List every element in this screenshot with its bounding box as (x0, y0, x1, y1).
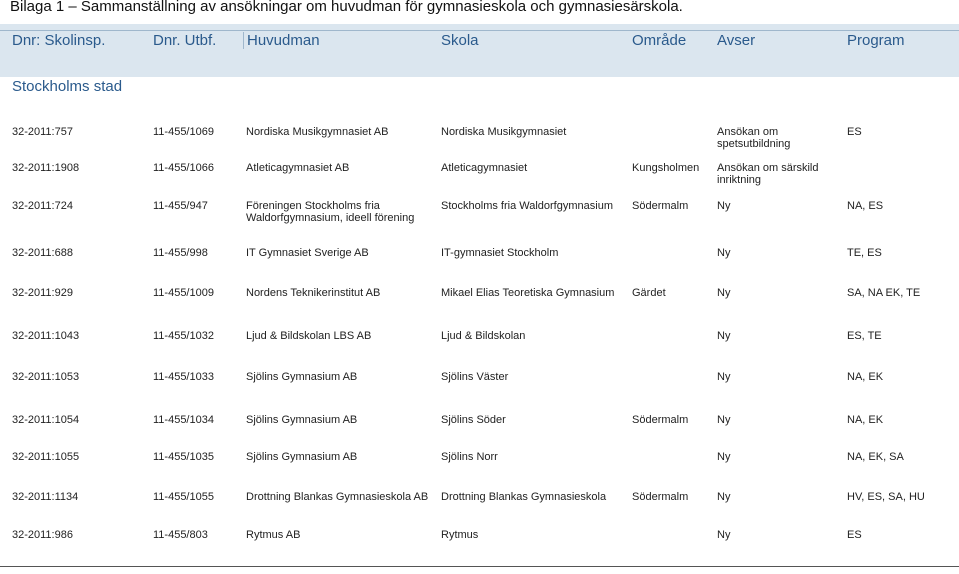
cell-dnr-utbf: 11-455/1035 (153, 451, 214, 463)
cell-program: HV, ES, SA, HU (847, 491, 925, 503)
cell-huvudman: Waldorfgymnasium, ideell förening (246, 212, 415, 224)
cell-skola: Atleticagymnasiet (441, 162, 528, 174)
cell-program: SA, NA EK, TE (847, 287, 921, 299)
cell-program: NA, EK, SA (847, 451, 904, 463)
cell-program: NA, EK (847, 414, 884, 426)
cell-skola: IT-gymnasiet Stockholm (441, 247, 559, 259)
cell-huvudman: Föreningen Stockholms fria (246, 200, 380, 212)
cell-dnr-utbf: 11-455/1032 (153, 330, 214, 342)
section-label: Stockholms stad (12, 78, 123, 95)
header-top-rule (0, 30, 959, 31)
cell-avser: Ansökan om (717, 126, 779, 138)
table-bottom-rule (0, 566, 959, 567)
cell-huvudman: Sjölins Gymnasium AB (246, 451, 358, 463)
cell-dnr-utbf: 11-455/1034 (153, 414, 214, 426)
cell-omrade: Gärdet (632, 287, 666, 299)
cell-program: ES (847, 126, 862, 138)
cell-avser: Ny (717, 371, 731, 383)
header-huvudman: Huvudman (243, 32, 320, 49)
cell-avser: Ansökan om särskild (717, 162, 819, 174)
cell-dnr-skolinsp: 32-2011:688 (12, 247, 73, 259)
cell-omrade: Kungsholmen (632, 162, 700, 174)
cell-dnr-skolinsp: 32-2011:986 (12, 529, 73, 541)
header-skola: Skola (441, 32, 479, 49)
cell-huvudman: Rytmus AB (246, 529, 301, 541)
cell-avser: Ny (717, 200, 731, 212)
cell-huvudman: Ljud & Bildskolan LBS AB (246, 330, 372, 342)
cell-program: NA, EK (847, 371, 884, 383)
cell-dnr-skolinsp: 32-2011:1053 (12, 371, 80, 383)
cell-huvudman: Sjölins Gymnasium AB (246, 414, 358, 426)
cell-dnr-utbf: 11-455/998 (153, 247, 208, 259)
cell-avser: inriktning (717, 174, 762, 186)
cell-huvudman: IT Gymnasiet Sverige AB (246, 247, 369, 259)
table-header-bar (0, 24, 959, 77)
cell-dnr-skolinsp: 32-2011:1055 (12, 451, 80, 463)
cell-dnr-skolinsp: 32-2011:757 (12, 126, 73, 138)
cell-huvudman: Atleticagymnasiet AB (246, 162, 350, 174)
cell-huvudman: Drottning Blankas Gymnasieskola AB (246, 491, 429, 503)
cell-dnr-skolinsp: 32-2011:1043 (12, 330, 80, 342)
cell-huvudman: Nordiska Musikgymnasiet AB (246, 126, 389, 138)
cell-avser: Ny (717, 247, 731, 259)
cell-avser: Ny (717, 491, 731, 503)
cell-avser: spetsutbildning (717, 138, 791, 150)
document-title: Bilaga 1 – Sammanställning av ansökningar om huvudman för gymnasieskola och gymnasiesärskola. (10, 0, 683, 15)
cell-avser: Ny (717, 529, 731, 541)
cell-program: ES, TE (847, 330, 882, 342)
cell-avser: Ny (717, 287, 731, 299)
cell-skola: Nordiska Musikgymnasiet (441, 126, 567, 138)
cell-avser: Ny (717, 451, 731, 463)
cell-dnr-utbf: 11-455/1055 (153, 491, 214, 503)
cell-omrade: Södermalm (632, 491, 689, 503)
cell-avser: Ny (717, 330, 731, 342)
cell-dnr-utbf: 11-455/803 (153, 529, 208, 541)
cell-omrade: Södermalm (632, 200, 689, 212)
cell-dnr-skolinsp: 32-2011:929 (12, 287, 73, 299)
cell-dnr-utbf: 11-455/947 (153, 200, 208, 212)
cell-dnr-utbf: 11-455/1069 (153, 126, 214, 138)
cell-skola: Drottning Blankas Gymnasieskola (441, 491, 607, 503)
header-dnr-skolinsp: Dnr: Skolinsp. (12, 32, 106, 49)
header-dnr-utbf: Dnr. Utbf. (153, 32, 217, 49)
cell-skola: Stockholms fria Waldorfgymnasium (441, 200, 613, 212)
cell-skola: Sjölins Söder (441, 414, 506, 426)
cell-omrade: Södermalm (632, 414, 689, 426)
cell-avser: Ny (717, 414, 731, 426)
cell-dnr-skolinsp: 32-2011:1134 (12, 491, 79, 503)
cell-skola: Sjölins Norr (441, 451, 498, 463)
cell-dnr-skolinsp: 32-2011:724 (12, 200, 73, 212)
cell-huvudman: Nordens Teknikerinstitut AB (246, 287, 381, 299)
header-avser: Avser (717, 32, 756, 49)
header-omrade: Område (632, 32, 687, 49)
cell-program: TE, ES (847, 247, 882, 259)
cell-skola: Ljud & Bildskolan (441, 330, 526, 342)
cell-dnr-utbf: 11-455/1066 (153, 162, 214, 174)
cell-dnr-skolinsp: 32-2011:1908 (12, 162, 80, 174)
header-program: Program (847, 32, 905, 49)
cell-skola: Rytmus (441, 529, 479, 541)
cell-skola: Mikael Elias Teoretiska Gymnasium (441, 287, 615, 299)
cell-dnr-utbf: 11-455/1009 (153, 287, 214, 299)
cell-skola: Sjölins Väster (441, 371, 509, 383)
cell-huvudman: Sjölins Gymnasium AB (246, 371, 358, 383)
cell-dnr-utbf: 11-455/1033 (153, 371, 214, 383)
cell-dnr-skolinsp: 32-2011:1054 (12, 414, 80, 426)
cell-program: NA, ES (847, 200, 884, 212)
cell-program: ES (847, 529, 862, 541)
